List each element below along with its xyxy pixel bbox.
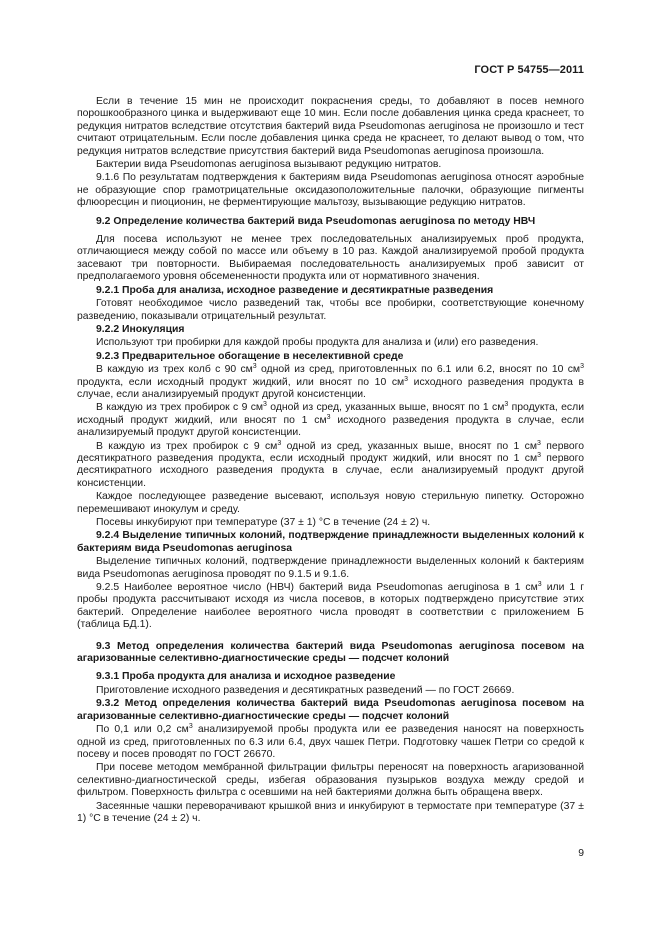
section-heading: 9.2.2 Инокуляция — [96, 323, 185, 335]
paragraph: Используют три пробирки для каждой пробы продукта для анализа и (или) его разведения. — [96, 337, 539, 349]
paragraph: В каждую из трех пробирок с 9 $см^3$ одной из сред, указанных выше, вносят по 1 $см^3$ продукта, если исходный продукт жидкий, или вносят по 1 $см^3$ исходного разведения продукта в случае, если анализируемый продукт другой консистенции. — [77, 401, 584, 439]
section-heading: 9.2.4 Выделение типичных колоний, подтверждение принадлежности выделенных колоний к бактериям вида Pseudomonas aeruginosa — [77, 530, 584, 554]
section-heading: 9.2 Определение количества бактерий вида Pseudomonas aeruginosa по методу НВЧ — [96, 215, 536, 227]
section-heading: 9.3.2 Метод определения количества бактерий вида Pseudomonas aeruginosa посевом на агаризованные селективно-диагностические среды — подсчет колоний — [77, 698, 584, 722]
section-heading: 9.3.1 Проба продукта для анализа и исходное разведение — [96, 671, 396, 683]
paragraph: Для посева используют не менее трех последовательных анализируемых проб продукта, отличающиеся между собой по массе или объему в 10 раз. Каждой анализируемой пробой продукта засевают три повторности. Выбираемая последовательность анализируемых проб зависит от предполагаемого уровня обсемененности продукта или от нормативного значения. — [77, 234, 584, 283]
paragraph: 9.1.6 По результатам подтверждения к бактериям вида Pseudomonas aeruginosa относят аэробные не образующие спор грамотрицательные оксидазоположительные палочки, образующие пигменты флюоресцин и пиоционин, не ферментирующие мальтозу, вызывающие редукцию нитратов. — [77, 172, 584, 209]
paragraph: В каждую из трех пробирок с 9 $см^3$ одной из сред, указанных выше, вносят по 1 $см^3$ первого десятикратного разведения продукта, если исходный продукт жидкий, или вносят по 1 $см^3$ первого десятикратного исходного разведения продукта в случае, если анализируемый продукт другой консистенции. — [77, 439, 585, 489]
document-code-header: ГОСТ Р 54755—2011 — [474, 64, 584, 76]
paragraph: Каждое последующее разведение высевают, используя новую стерильную пипетку. Осторожно перемешивают инокулум и среду. — [77, 491, 584, 515]
paragraph: Засеянные чашки переворачивают крышкой вниз и инкубируют в термостате при температуре (37 ± 1) °С в течение (24 ± 2) ч. — [77, 800, 584, 824]
paragraph: Бактерии вида Pseudomonas aeruginosa вызывают редукцию нитратов. — [96, 159, 442, 171]
paragraph: По 0,1 или 0,2 $см^3$ анализируемой пробы продукта или ее разведения наносят на поверхность одной из сред, приготовленных по 6.3 или 6.4, двух чашек Петри. Подготовку чашек Петри со средой к посеву и посев проводят по ГОСТ 26670. — [77, 723, 584, 760]
paragraph: Выделение типичных колоний, подтверждение принадлежности выделенных колоний к бактериям вида Pseudomonas aeruginosa проводят по 9.1.5 и 9.1.6. — [77, 556, 584, 580]
document-body — [77, 96, 584, 826]
section-heading: 9.2.3 Предварительное обогащение в неселективной среде — [96, 350, 404, 362]
page-number: 9 — [578, 848, 584, 859]
paragraph: Если в течение 15 мин не происходит покраснения среды, то добавляют в посев немного порошкообразного цинка и выдерживают еще 10 мин. Если после добавления цинка среда краснеет, то редукция нитратов вследствие отсутствия бактерий вида Pseudomonas aeruginosa не произошло и тест считают отрицательным. Если после добавления цинка среда не краснеет, то делают вывод о том, что редукция нитратов вследствие присутствия бактерий вида Pseudomonas aeruginosa произошла. — [77, 96, 584, 157]
paragraph: Приготовление исходного разведения и десятикратных разведений — по ГОСТ 26669. — [96, 684, 515, 696]
paragraph: При посеве методом мембранной фильтрации фильтры переносят на поверхность агаризованной селективно-диагностической среды, избегая образования пузырьков воздуха между средой и фильтром. Поверхность фильтра с осевшими на ней бактериями должна быть обращена вверх. — [77, 762, 584, 799]
paragraph: Готовят необходимое число разведений так, чтобы все пробирки, соответствующие конечному разведению, показывали отрицательный результат. — [77, 298, 584, 322]
section-heading: 9.3 Метод определения количества бактерий вида Pseudomonas aeruginosa посевом на агаризованные селективно-диагностические среды — подсчет колоний — [77, 640, 584, 665]
section-heading: 9.2.1 Проба для анализа, исходное разведение и десятикратные разведения — [96, 284, 494, 296]
paragraph: В каждую из трех колб с 90 $см^3$ одной из сред, приготовленных по 6.1 или 6.2, вносят по 10 $см^3$ продукта, если исходный продукт жидкий, или вносят по 10 $см^3$ исходного разведения продукта в случае, если анализируемый продукт другой консистенции. — [77, 363, 584, 400]
paragraph: Посевы инкубируют при температуре (37 ± 1) °С в течение (24 ± 2) ч. — [96, 517, 431, 528]
paragraph: 9.2.5 Наиболее вероятное число (НВЧ) бактерий вида Pseudomonas aeruginosa в 1 $см^3$ или 1 г пробы продукта рассчитывают исходя из числа посевов, в которых подтверждено присутствие этих бактерий. Определение наиболее вероятного числа проводят в соответствии с приложением Б (таблица БД.1). — [77, 581, 584, 631]
